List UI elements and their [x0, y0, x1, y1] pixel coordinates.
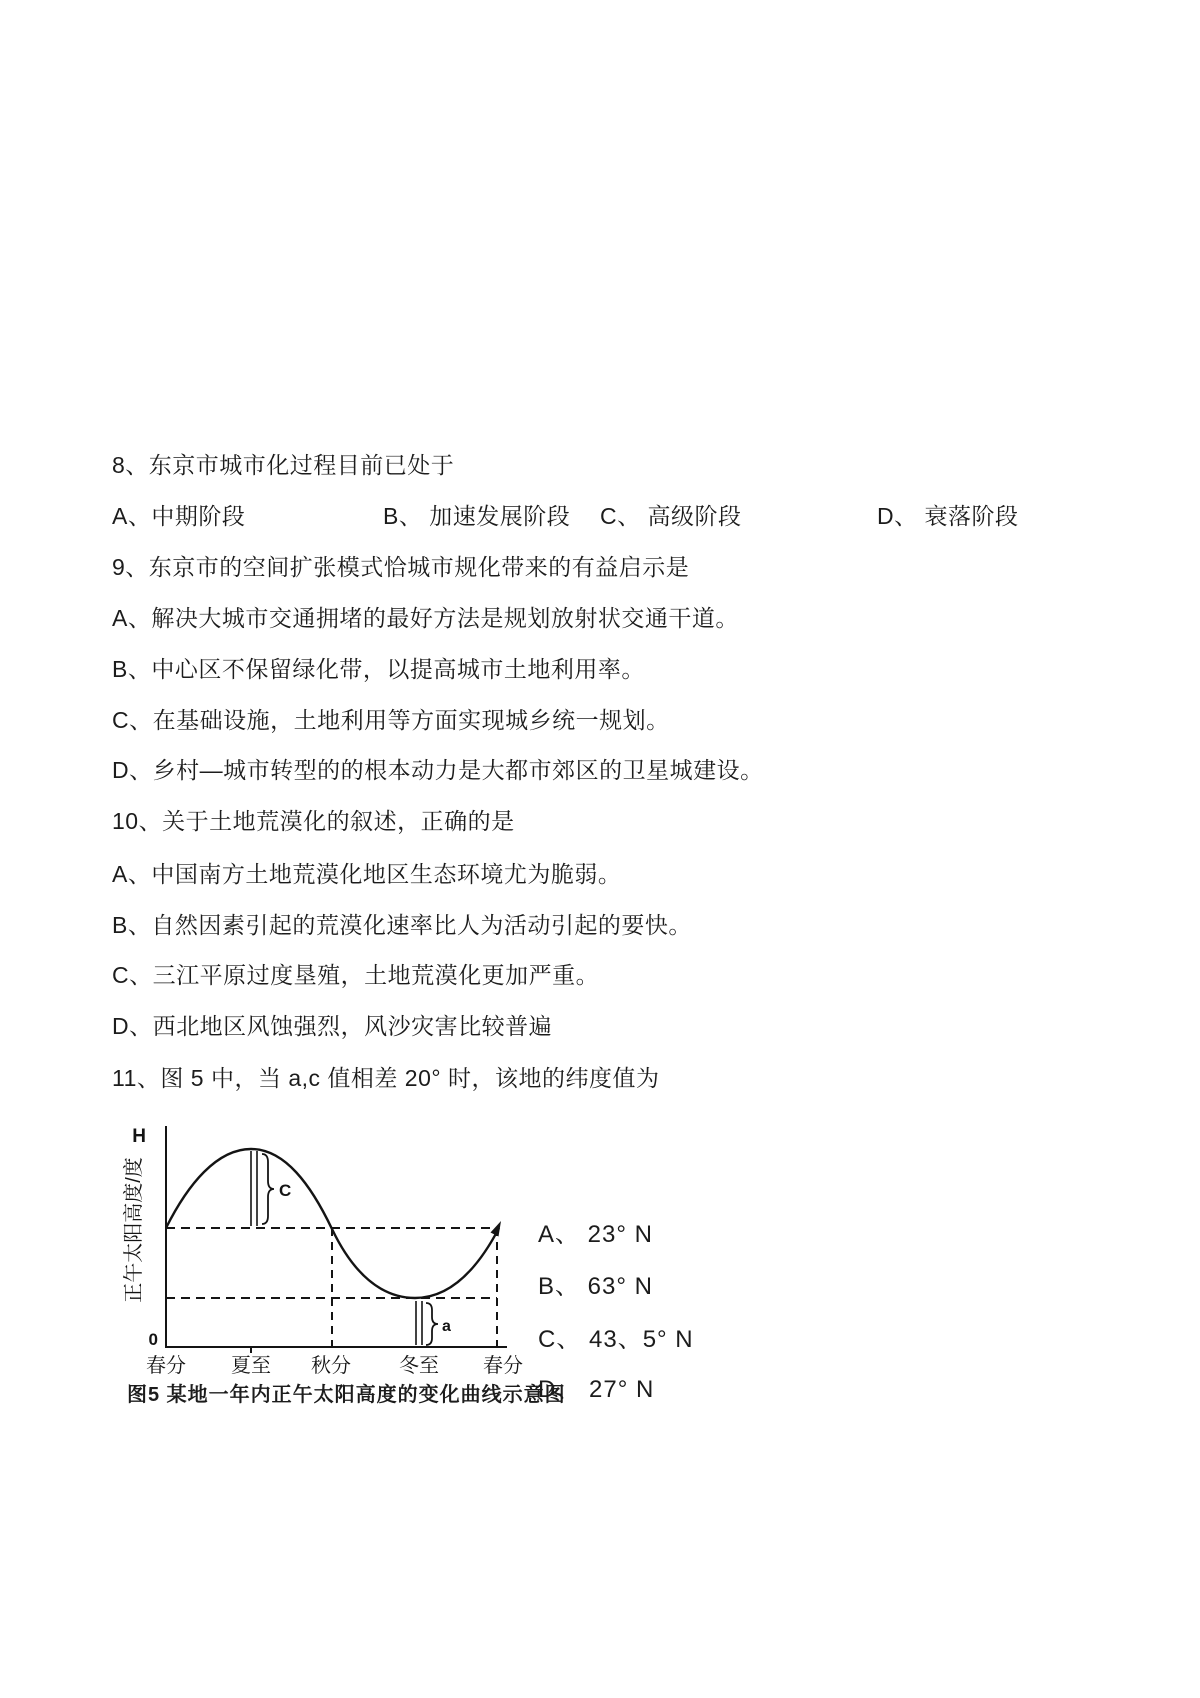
q10-option-a: A、中国南方土地荒漠化地区生态环境尤为脆弱。	[112, 861, 622, 887]
question-9-text: 9、东京市的空间扩张模式恰城市规化带来的有益启示是	[112, 554, 690, 580]
q8-option-a: A、中期阶段	[112, 503, 246, 529]
q10-option-d: D、西北地区风蚀强烈，风沙灾害比较普遍	[112, 1013, 553, 1039]
q10-option-c: C、三江平原过度垦殖，土地荒漠化更加严重。	[112, 962, 600, 988]
x-label-winter-solstice: 冬至	[399, 1355, 439, 1377]
c-brace-label: C	[279, 1181, 292, 1200]
q11-option-a: A、 23° N	[538, 1221, 653, 1248]
x-label-spring-equinox-left: 春分	[146, 1355, 186, 1377]
x-label-autumn-equinox: 秋分	[311, 1355, 351, 1377]
question-10-text: 10、关于土地荒漠化的叙述，正确的是	[112, 808, 515, 834]
x-label-summer-solstice: 夏至	[231, 1355, 271, 1377]
q8-option-c: C、 高级阶段	[600, 503, 742, 529]
a-brace-label: a	[442, 1318, 451, 1335]
x-label-spring-equinox-right: 春分	[483, 1355, 523, 1377]
figure-5-caption: 图5 某地一年内正午太阳高度的变化曲线示意图	[127, 1384, 566, 1406]
curve-arrowhead	[491, 1221, 502, 1237]
question-11-text: 11、图 5 中，当 a,c 值相差 20° 时，该地的纬度值为	[112, 1065, 660, 1091]
figure-5-diagram	[100, 1115, 540, 1405]
q11-option-d: D、 27° N	[538, 1376, 655, 1403]
origin-label: 0	[148, 1330, 158, 1349]
q8-option-b: B、 加速发展阶段	[383, 503, 571, 529]
a-brace	[426, 1303, 438, 1345]
q9-option-c: C、在基础设施，土地利用等方面实现城乡统一规划。	[112, 707, 670, 733]
q11-option-b: B、 63° N	[538, 1273, 653, 1300]
q9-option-b: B、中心区不保留绿化带，以提高城市土地利用率。	[112, 656, 645, 682]
h-axis-top-label: H	[132, 1126, 146, 1147]
c-brace	[262, 1154, 274, 1224]
q9-option-a: A、解决大城市交通拥堵的最好方法是规划放射状交通干道。	[112, 605, 739, 631]
q8-option-d: D、 衰落阶段	[877, 503, 1019, 529]
q9-option-d: D、乡村—城市转型的的根本动力是大都市郊区的卫星城建设。	[112, 757, 764, 783]
q11-option-c: C、 43、5° N	[538, 1326, 694, 1353]
q10-option-b: B、自然因素引起的荒漠化速率比人为活动引起的要快。	[112, 912, 692, 938]
y-axis-title: 正午太阳高度/度	[123, 1157, 145, 1303]
question-8-text: 8、东京市城市化过程目前已处于	[112, 452, 455, 478]
